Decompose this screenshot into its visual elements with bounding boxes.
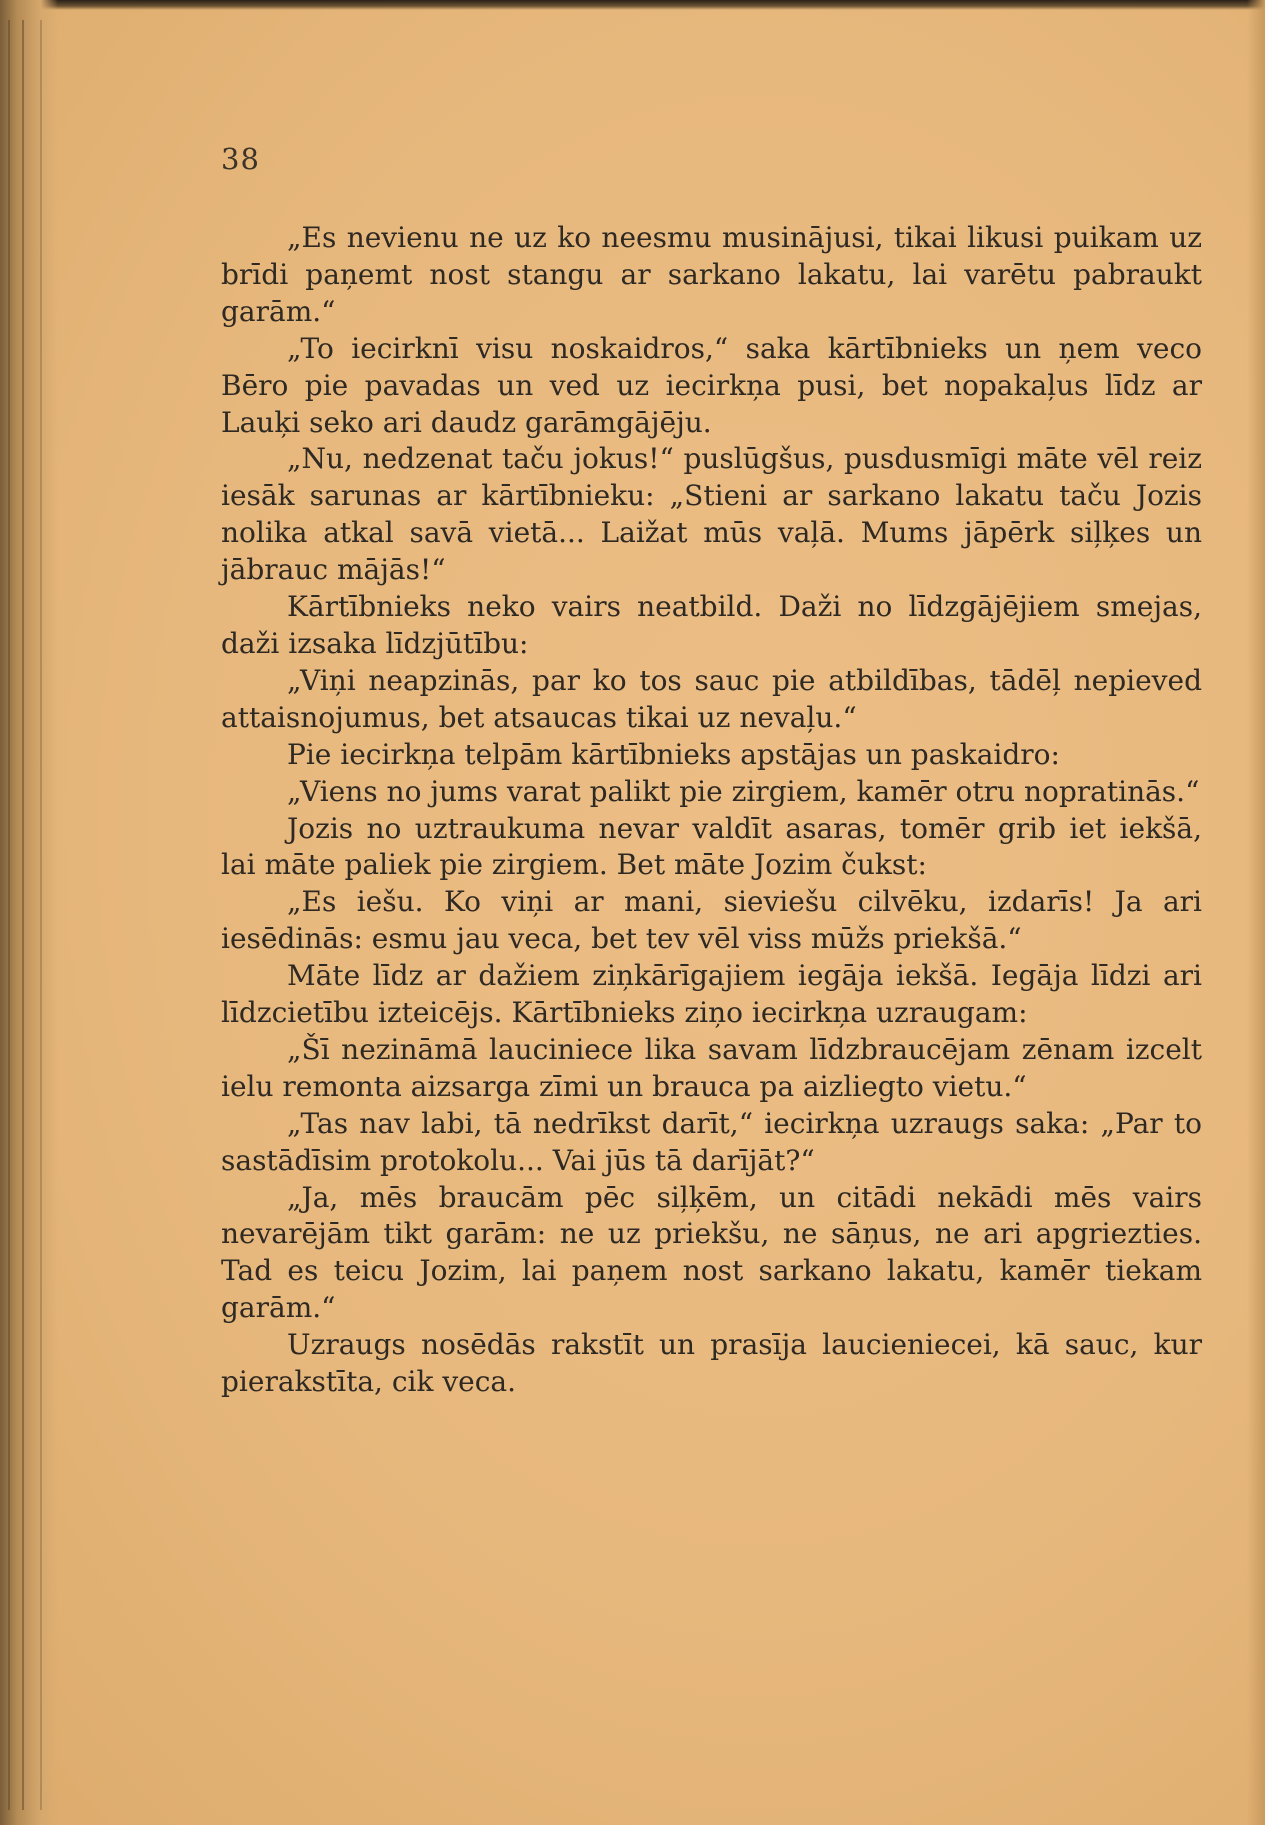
- paragraph: „Nu, nedzenat taču jokus!“ puslūgšus, pusdusmīgi māte vēl reiz iesāk sarunas ar kārtībnieku: „Stieni ar sarkano lakatu taču Jozis nolika atkal savā vietā... Laižat mūs vaļā. Mums jāpērk siļķes un jābrauc mājās!“: [221, 442, 1202, 587]
- paragraph: „Es iešu. Ko viņi ar mani, sieviešu cilvēku, izdarīs! Ja ari iesēdinās: esmu jau veca, bet tev vēl viss mūžs priekšā.“: [221, 885, 1202, 956]
- paragraph: Pie iecirkņa telpām kārtībnieks apstājas un paskaidro:: [287, 737, 1060, 771]
- paragraph: Jozis no uztraukuma nevar valdīt asaras, tomēr grib iet iekšā, lai māte paliek pie zirgiem. Bet māte Jozim čukst:: [221, 811, 1202, 882]
- paragraph: „Viens no jums varat palikt pie zirgiem, kamēr otru nopratinās.“: [287, 774, 1200, 808]
- page-gutter: [0, 0, 58, 1825]
- page-number: 38: [221, 142, 260, 176]
- binding-line: [8, 20, 10, 1810]
- body-text: [221, 220, 1202, 1401]
- paragraph: „Es nevienu ne uz ko neesmu musinājusi, tikai likusi puikam uz brīdi paņemt nost stangu ar sarkano lakatu, lai varētu pabraukt garām.“: [221, 221, 1202, 328]
- binding-line: [22, 20, 24, 1810]
- paragraph: „Viņi neapzinās, par ko tos sauc pie atbildības, tādēļ nepieved attaisnojumus, bet atsaucas tikai uz nevaļu.“: [221, 663, 1202, 734]
- paragraph: Uzraugs nosēdās rakstīt un prasīja laucieniecei, kā sauc, kur pierakstīta, cik veca.: [221, 1328, 1202, 1399]
- page-top-edge: [0, 0, 1265, 10]
- paragraph: „Šī nezināmā lauciniece lika savam līdzbraucējam zēnam izcelt ielu remonta aizsarga zīmi un brauca pa aizliegto vietu.“: [221, 1032, 1202, 1103]
- paragraph: „Tas nav labi, tā nedrīkst darīt,“ iecirkņa uzraugs saka: „Par to sastādīsim protokolu... Vai jūs tā darījāt?“: [221, 1106, 1202, 1177]
- paragraph: „Ja, mēs braucām pēc siļķēm, un citādi nekādi mēs vairs nevarējām tikt garām: ne uz priekšu, ne sāņus, ne ari apgriezties. Tad es teicu Jozim, lai paņem nost sarkano lakatu, kamēr tiekam garām.“: [221, 1180, 1202, 1325]
- paragraph: Māte līdz ar dažiem ziņkārīgajiem iegāja iekšā. Iegāja līdzi ari līdzcietību izteicējs. Kārtībnieks ziņo iecirkņa uzraugam:: [221, 959, 1202, 1030]
- paragraph: „To iecirknī visu noskaidros,“ saka kārtībnieks un ņem veco Bēro pie pavadas un ved uz iecirkņa pusi, bet nopakaļus līdz ar Lauķi seko ari daudz garāmgājēju.: [221, 331, 1202, 439]
- paragraph: Kārtībnieks neko vairs neatbild. Daži no līdzgājējiem smejas, daži izsaka līdzjūtību:: [221, 590, 1202, 660]
- page-right-edge: [1247, 0, 1265, 1825]
- binding-line: [40, 20, 42, 1810]
